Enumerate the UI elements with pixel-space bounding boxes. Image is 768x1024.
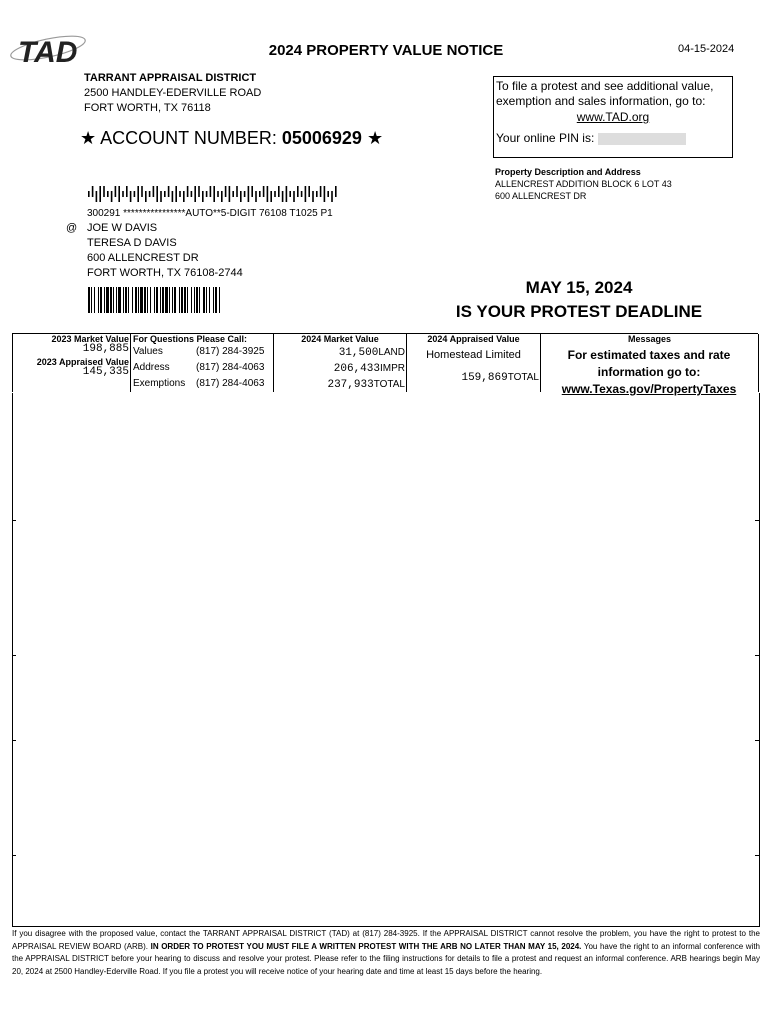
market-2023-cell [14, 334, 129, 378]
district-name: TARRANT APPRAISAL DISTRICT [84, 72, 257, 84]
mailing-street: 600 ALLENCREST DR [87, 252, 199, 264]
protest-instructions [12, 928, 760, 978]
market-2024-row [275, 377, 405, 393]
phone-label: Values [133, 346, 163, 357]
appraised-2024-label: 2024 Appraised Value [427, 334, 520, 344]
property-address: 600 ALLENCREST DR [495, 191, 587, 201]
mailing-address [66, 206, 333, 281]
instructions-bold: IN ORDER TO PROTEST YOU MUST FILE A WRITTEN PROTEST WITH THE ARB NO LATER THAN MAY 15, 2024. [150, 941, 582, 951]
owner-name-1: JOE W DAVIS [87, 222, 158, 234]
messages-text [549, 347, 749, 398]
phone-number: (817) 284-4063 [196, 378, 265, 389]
market-2024-value: 31,500 [338, 347, 379, 359]
appraised-2024-tag: TOTAL [507, 372, 539, 383]
messages-label: Messages [627, 334, 672, 344]
district-city: FORT WORTH, TX 76118 [84, 102, 211, 114]
tad-logo [8, 32, 92, 68]
tax-info-message: For estimated taxes and rate information go to: [567, 348, 731, 379]
online-info-box [493, 76, 733, 158]
pin-redaction [598, 133, 686, 145]
appraised-2024-cell [408, 334, 539, 384]
star-icon: ★ [80, 128, 97, 148]
notice-date: 04-15-2024 [678, 43, 735, 55]
account-number: 05006929 [281, 128, 362, 148]
questions-cell [133, 334, 271, 392]
market-2024-row [275, 361, 405, 377]
messages-cell [543, 334, 756, 344]
notice-title: 2024 PROPERTY VALUE NOTICE [268, 42, 504, 59]
pin-label: Your online PIN is: [496, 131, 595, 145]
svg-text:TAD: TAD [18, 36, 78, 68]
notice-body-area [12, 393, 760, 927]
phone-row [133, 360, 271, 378]
phone-number: (817) 284-4063 [196, 362, 265, 373]
appraised-2023-label: 2023 Appraised Value [36, 357, 129, 367]
table-divider [273, 334, 274, 392]
margin-tick [755, 740, 759, 741]
homestead-note: Homestead Limited [426, 349, 521, 361]
table-divider [130, 334, 131, 392]
appraised-2023-value: 145,335 [82, 366, 129, 378]
appraised-2024-row [408, 372, 539, 384]
protest-deadline [440, 276, 718, 324]
table-divider [540, 334, 541, 392]
pin-row [494, 131, 732, 146]
margin-tick [755, 655, 759, 656]
owner-name-2: TERESA D DAVIS [87, 237, 177, 249]
online-info-text: To file a protest and see additional value, exemption and sales information, go to: [496, 79, 714, 108]
deadline-text: IS YOUR PROTEST DEADLINE [455, 302, 703, 321]
property-legal: ALLENCREST ADDITION BLOCK 6 LOT 43 [495, 179, 672, 189]
account-label: ACCOUNT NUMBER: [100, 128, 277, 148]
margin-tick [12, 655, 16, 656]
margin-tick [755, 520, 759, 521]
margin-tick [12, 740, 16, 741]
phone-label: Exemptions [133, 378, 186, 389]
postal-barcode [88, 186, 342, 202]
phone-number: (817) 284-3925 [196, 346, 265, 357]
market-2023-label: 2023 Market Value [51, 334, 129, 344]
phone-label: Address [133, 362, 170, 373]
questions-label: For Questions Please Call: [133, 334, 248, 344]
market-2024-label: 2024 Market Value [301, 334, 379, 344]
market-2024-tag: IMPR [380, 363, 405, 374]
appraised-2024-value: 159,869 [461, 372, 508, 384]
table-divider [406, 334, 407, 392]
market-2024-value: 206,433 [333, 363, 380, 375]
margin-tick [755, 855, 759, 856]
tad-website-link[interactable]: www.TAD.org [576, 110, 650, 124]
property-description [495, 166, 672, 202]
market-2024-row [275, 345, 405, 361]
account-barcode [88, 287, 318, 313]
district-street: 2500 HANDLEY-EDERVILLE ROAD [84, 87, 262, 99]
district-address [84, 71, 261, 116]
sort-line: 300291 ****************AUTO**5-DIGIT 76108 T1025 P1 [87, 208, 333, 219]
phone-row [133, 378, 271, 392]
phone-row [133, 346, 271, 360]
margin-tick [12, 855, 16, 856]
star-icon: ★ [366, 128, 384, 148]
texas-tax-link[interactable]: www.Texas.gov/PropertyTaxes [561, 382, 737, 396]
market-2023-value: 198,885 [82, 343, 129, 355]
market-2024-tag: TOTAL [373, 379, 405, 390]
table-divider [758, 334, 759, 392]
table-divider [12, 334, 13, 392]
margin-tick [12, 520, 16, 521]
instructions-part-1: If you disagree with the proposed value, contact the TARRANT APPRAISAL DISTRICT (TAD) at (817) 284-3925. If the APPRAISAL DISTRICT cannot resolve the problem, you have the right to protest to the APPRAISAL REVIEW BOARD (ARB). [12, 929, 760, 951]
property-description-heading: Property Description and Address [495, 167, 641, 177]
market-2024-tag: LAND [378, 347, 405, 358]
at-symbol: @ [66, 222, 78, 234]
market-2024-cell [275, 334, 405, 393]
mailing-city: FORT WORTH, TX 76108-2744 [87, 267, 243, 279]
deadline-date: MAY 15, 2024 [525, 278, 633, 297]
account-number-line [80, 128, 383, 149]
instructions-part-2: You have the right to an informal conference with the APPRAISAL DISTRICT before your hearing to discuss and resolve your protest. Please refer to the filing instructions for details to file a protest and request an informal conference. ARB hearings begin May 20, 2024 at 2500 Handley-Ederville Road. If you file a protest you will receive notice of your hearing date and time at least 15 days before the hearing. [12, 941, 761, 976]
market-2024-value: 237,933 [327, 379, 374, 391]
